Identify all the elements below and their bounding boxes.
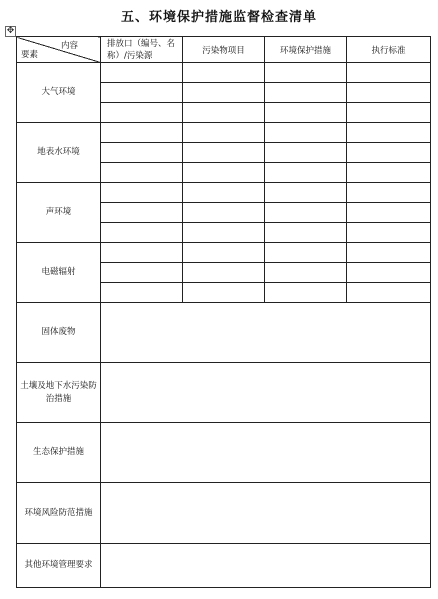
table-cell[interactable] bbox=[347, 203, 431, 223]
row-label-noise: 声环境 bbox=[17, 183, 101, 243]
table-cell[interactable] bbox=[183, 243, 265, 263]
table-cell[interactable] bbox=[183, 123, 265, 143]
table-cell[interactable] bbox=[347, 243, 431, 263]
table-row bbox=[17, 483, 431, 544]
table-cell[interactable] bbox=[347, 63, 431, 83]
table-cell[interactable] bbox=[101, 103, 183, 123]
table-cell[interactable] bbox=[347, 103, 431, 123]
table-cell[interactable] bbox=[265, 263, 347, 283]
table-cell[interactable] bbox=[183, 223, 265, 243]
inspection-table bbox=[16, 36, 431, 588]
row-label-emr: 电磁辐射 bbox=[17, 243, 101, 303]
row-label-surface-water: 地表水环境 bbox=[17, 123, 101, 183]
table-cell[interactable] bbox=[265, 83, 347, 103]
table-row bbox=[17, 423, 431, 483]
table-cell[interactable] bbox=[183, 263, 265, 283]
table-cell[interactable] bbox=[101, 123, 183, 143]
table-cell[interactable] bbox=[183, 163, 265, 183]
header-measure: 环境保护措施 bbox=[265, 37, 347, 63]
row-label-soil-groundwater: 土壤及地下水污染防治措施 bbox=[17, 363, 101, 423]
table-cell[interactable] bbox=[347, 83, 431, 103]
table-row bbox=[17, 183, 431, 203]
row-label-air: 大气环境 bbox=[17, 63, 101, 123]
table-cell[interactable] bbox=[265, 203, 347, 223]
table-cell[interactable] bbox=[101, 263, 183, 283]
row-label-ecology: 生态保护措施 bbox=[17, 423, 101, 483]
table-cell[interactable] bbox=[347, 223, 431, 243]
table-row bbox=[17, 243, 431, 263]
table-cell[interactable] bbox=[347, 283, 431, 303]
table-cell[interactable] bbox=[347, 123, 431, 143]
table-cell[interactable] bbox=[265, 123, 347, 143]
table-row bbox=[17, 63, 431, 83]
table-cell[interactable] bbox=[265, 243, 347, 263]
table-cell[interactable] bbox=[183, 203, 265, 223]
table-cell[interactable] bbox=[265, 163, 347, 183]
table-cell[interactable] bbox=[101, 83, 183, 103]
corner-header-cell bbox=[17, 37, 101, 63]
table-cell[interactable] bbox=[265, 183, 347, 203]
table-cell[interactable] bbox=[347, 263, 431, 283]
merged-content-cell[interactable] bbox=[101, 363, 431, 423]
table-cell[interactable] bbox=[347, 143, 431, 163]
header-row bbox=[17, 37, 431, 63]
header-standard: 执行标准 bbox=[347, 37, 431, 63]
table-cell[interactable] bbox=[101, 243, 183, 263]
table-cell[interactable] bbox=[101, 283, 183, 303]
table-cell[interactable] bbox=[183, 63, 265, 83]
table-cell[interactable] bbox=[101, 163, 183, 183]
header-pollutant: 污染物项目 bbox=[183, 37, 265, 63]
table-cell[interactable] bbox=[347, 163, 431, 183]
table-row bbox=[17, 123, 431, 143]
table-cell[interactable] bbox=[265, 283, 347, 303]
row-label-risk: 环境风险防范措施 bbox=[17, 483, 101, 544]
page-title: 五、环境保护措施监督检查清单 bbox=[120, 10, 317, 25]
table-cell[interactable] bbox=[101, 63, 183, 83]
table-cell[interactable] bbox=[265, 143, 347, 163]
table-cell[interactable] bbox=[101, 143, 183, 163]
table-row bbox=[17, 303, 431, 363]
table-cell[interactable] bbox=[265, 223, 347, 243]
table-cell[interactable] bbox=[347, 183, 431, 203]
table-cell[interactable] bbox=[265, 63, 347, 83]
corner-top-label: 内容 bbox=[60, 41, 78, 51]
table-cell[interactable] bbox=[101, 183, 183, 203]
merged-content-cell[interactable] bbox=[101, 423, 431, 483]
table-cell[interactable] bbox=[265, 103, 347, 123]
move-handle-icon[interactable]: ✥ bbox=[6, 26, 15, 36]
table-row bbox=[17, 544, 431, 588]
table-cell[interactable] bbox=[183, 183, 265, 203]
row-label-other: 其他环境管理要求 bbox=[17, 544, 101, 588]
merged-content-cell[interactable] bbox=[101, 544, 431, 588]
table-cell[interactable] bbox=[101, 223, 183, 243]
table-cell[interactable] bbox=[101, 203, 183, 223]
table-cell[interactable] bbox=[183, 283, 265, 303]
table-cell[interactable] bbox=[183, 103, 265, 123]
header-outlet: 排放口（编号、名称）/污染源 bbox=[101, 37, 183, 63]
table-cell[interactable] bbox=[183, 83, 265, 103]
merged-content-cell[interactable] bbox=[101, 303, 431, 363]
table-cell[interactable] bbox=[183, 143, 265, 163]
corner-bottom-label: 要素 bbox=[21, 50, 39, 60]
merged-content-cell[interactable] bbox=[101, 483, 431, 544]
row-label-solid-waste: 固体废物 bbox=[17, 303, 101, 363]
table-row bbox=[17, 363, 431, 423]
